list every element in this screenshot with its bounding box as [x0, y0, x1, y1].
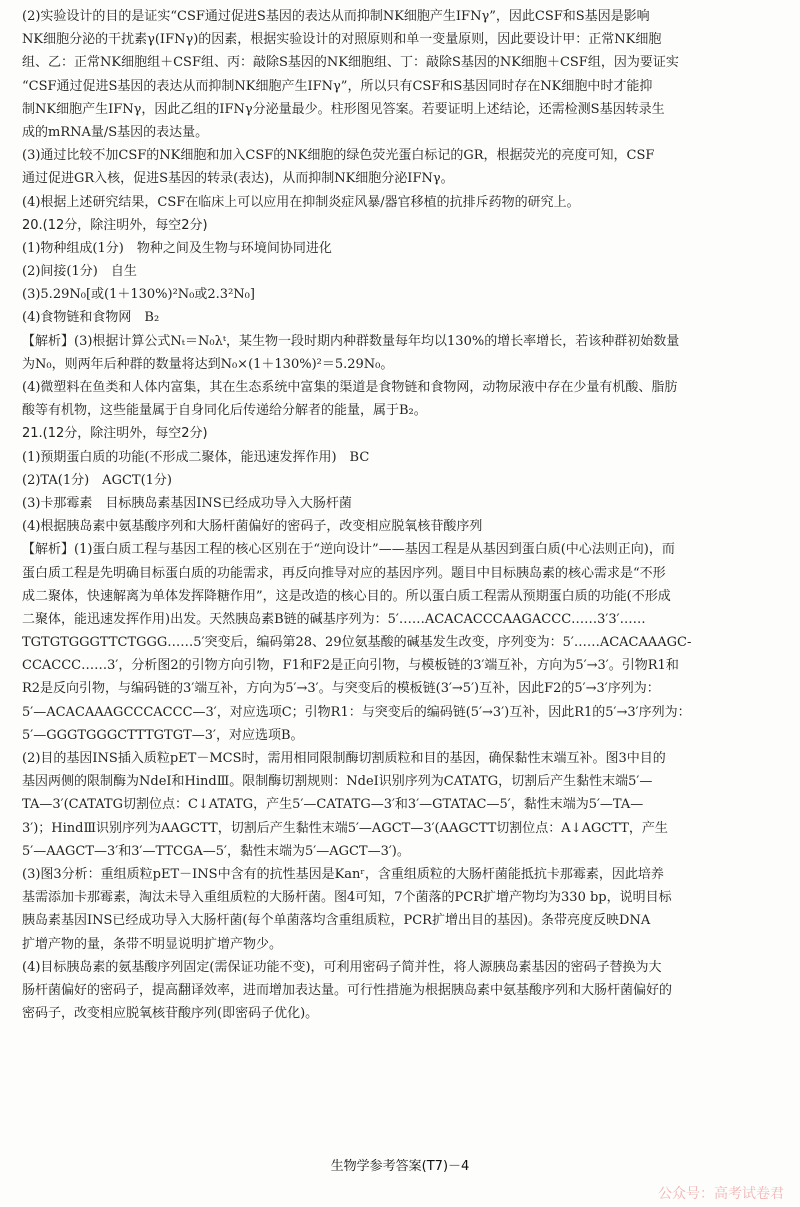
text-line: (4)食物链和食物网 B₂	[22, 310, 160, 326]
text-line: 5′—AAGCT—3′和3′—TTCGA—5′，黏性末端为5′—AGCT—3′)。	[22, 843, 410, 859]
text-line: 5′—GGGTGGGCTTTGTGT—3′，对应选项B。	[22, 727, 304, 743]
text-line: 21.(12分，除注明外，每空2分)	[22, 426, 208, 442]
text-line: 二聚体，能迅速发挥作用)出发。天然胰岛素B链的碱基序列为：5′……ACACACCCAAGACCC……3′3′……	[22, 611, 646, 627]
text-line: NK细胞分泌的干扰素γ(IFNγ)的因素，根据实验设计的对照原则和单一变量原则，因此要设计甲：正常NK细胞	[22, 32, 662, 48]
text-line: 通过促进GR入核，促进S基因的转录(表达)，从而抑制NK细胞分泌IFNγ。	[22, 171, 454, 187]
text-line: (1)物种组成(1分) 物种之间及生物与环境间协同进化	[22, 240, 332, 256]
text-line: (3)通过比较不加CSF的NK细胞和加入CSF的NK细胞的绿色荧光蛋白标记的GR，根据荧光的亮度可知，CSF	[22, 148, 655, 164]
text-line: 酸等有机物，这些能量属于自身同化后传递给分解者的能量，属于B₂。	[22, 403, 427, 419]
text-line: (3)图3分析：重组质粒pET－INS中含有的抗性基因是Kanʳ，含重组质粒的大肠杆菌能抵抗卡那霉素，因此培养	[22, 866, 664, 882]
text-line: (3)5.29N₀[或(1＋130%)²N₀或2.3²N₀]	[22, 287, 255, 303]
text-line: (2)目的基因INS插入质粒pET－MCS时，需用相同限制酶切割质粒和目的基因，确保黏性末端互补。图3中目的	[22, 751, 666, 766]
text-line: 3′)；HindⅢ识别序列为AAGCTT，切割后产生黏性末端5′—AGCT—3′(AAGCTT切割位点：A↓AGCTT，产生	[22, 820, 668, 836]
text-line: (4)根据胰岛素中氨基酸序列和大肠杆菌偏好的密码子，改变相应脱氧核苷酸序列	[22, 519, 483, 535]
text-line: 20.(12分，除注明外，每空2分)	[22, 217, 208, 233]
text-line: 为N₀，则两年后种群的数量将达到N₀×(1＋130%)²＝5.29N₀。	[22, 356, 394, 372]
text-line: R2是反向引物，与编码链的3′端互补，方向为5′→3′。与突变后的模板链(3′→5′)互补，因此F2的5′→3′序列为：	[22, 681, 660, 697]
text-line: (1)预期蛋白质的功能(不形成二聚体，能迅速发挥作用) BC	[22, 449, 370, 465]
text-line: 基需添加卡那霉素，淘汰未导入重组质粒的大肠杆菌。图4可知，7个菌落的PCR扩增产物均为330 bp，说明目标	[22, 890, 672, 906]
text-line: 【解析】(3)根据计算公式Nₜ＝N₀λᵗ，某生物一段时期内种群数量每年均以130%的增长率增长，若该种群初始数量	[22, 333, 680, 349]
text-line: 成二聚体，快速解离为单体发挥降糖作用”，这是改造的核心目的。所以蛋白质工程需从预期蛋白质的功能(不形成	[22, 588, 671, 604]
text-line: 制NK细胞产生IFNγ，因此乙组的IFNγ分泌量最少。柱形图见答案。若要证明上述结论，还需检测S基因转录生	[22, 101, 665, 117]
text-line: (3)卡那霉素 目标胰岛素基因INS已经成功导入大肠杆菌	[22, 495, 352, 511]
watermark: 公众号：高考试卷君	[658, 1186, 784, 1202]
document-body	[22, 7, 784, 1027]
text-line: 基因两侧的限制酶为NdeⅠ和HindⅢ。限制酶切割规则：NdeⅠ识别序列为CATATG，切割后产生黏性末端5′—	[22, 774, 653, 790]
text-line: 组、乙：正常NK细胞组＋CSF组、丙：敲除S基因的NK细胞组、丁：敲除S基因的NK细胞＋CSF组，因为要证实	[22, 55, 679, 71]
page-footer: 生物学参考答案(T7)－4	[330, 1159, 470, 1174]
text-line: 扩增产物的量，条带不明显说明扩增产物少。	[22, 936, 283, 952]
text-line: (4)目标胰岛素的氨基酸序列固定(需保证功能不变)，可利用密码子简并性，将人源胰岛素基因的密码子替换为大	[22, 959, 662, 975]
text-line: (2)间接(1分) 自生	[22, 264, 137, 280]
text-line: (4)微塑料在鱼类和人体内富集，其在生态系统中富集的渠道是食物链和食物网，动物尿液中存在少量有机酸、脂肪	[22, 380, 678, 395]
text-line: (2)实验设计的目的是证实“CSF通过促进S基因的表达从而抑制NK细胞产生IFNγ”，因此CSF和S基因是影响	[22, 9, 650, 24]
text-line: 蛋白质工程是先明确目标蛋白质的功能需求，再反向推导对应的基因序列。题目中目标胰岛素的核心需求是“不形	[22, 565, 666, 581]
text-line: 密码子，改变相应脱氧核苷酸序列(即密码子优化)。	[22, 1006, 319, 1022]
text-line: 肠杆菌偏好的密码子，提高翻译效率，进而增加表达量。可行性措施为根据胰岛素中氨基酸序列和大肠杆菌偏好的	[22, 982, 673, 998]
text-line: TA—3′(CATATG切割位点：C↓ATATG，产生5′—CATATG—3′和3′—GTATAC—5′，黏性末端为5′—TA—	[22, 797, 644, 813]
text-line: 胰岛素基因INS已经成功导入大肠杆菌(每个单菌落均含重组质粒，PCR扩增出目的基因)。条带亮度反映DNA	[22, 913, 651, 929]
text-line: (4)根据上述研究结果，CSF在临床上可以应用在抑制炎症风暴/器官移植的抗排斥药物的研究上。	[22, 194, 580, 210]
text-line: “CSF通过促进S基因的表达从而抑制NK细胞产生IFNγ”，所以只有CSF和S基因同时存在NK细胞中时才能抑	[22, 78, 653, 94]
text-line: 5′—ACACAAAGCCCACCC—3′，对应选项C；引物R1：与突变后的编码链(5′→3′)互补，因此R1的5′→3′序列为：	[22, 704, 691, 720]
text-line: 成的mRNA量/S基因的表达量。	[22, 124, 209, 140]
text-line: CCACCC……3′，分析图2的引物方向引物，F1和F2是正向引物，与模板链的3′端互补，方向为5′→3′。引物R1和	[22, 658, 679, 674]
text-line: (2)TA(1分) AGCT(1分)	[22, 472, 172, 488]
text-line: TGTGTGGGTTCTGGG……5′突变后，编码第28、29位氨基酸的碱基发生改变，序列变为：5′……ACACAAAGC-	[22, 635, 692, 651]
text-line: 【解析】(1)蛋白质工程与基因工程的核心区别在于“逆向设计”——基因工程是从基因到蛋白质(中心法则正向)，而	[22, 542, 675, 558]
